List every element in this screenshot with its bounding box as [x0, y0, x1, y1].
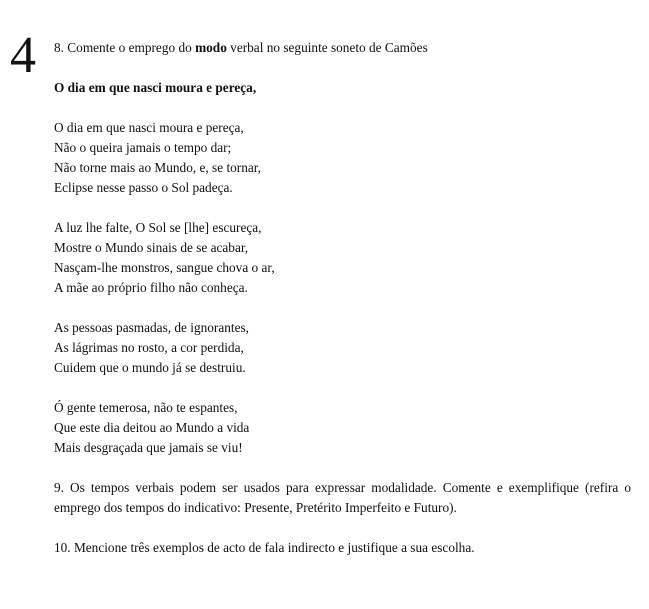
question-8-prompt — [54, 38, 631, 58]
poem-line: Nasçam-lhe monstros, sangue chova o ar, — [54, 260, 275, 275]
spacer — [54, 98, 631, 118]
poem-line: Não o queira jamais o tempo dar; — [54, 140, 232, 155]
poem-line: A luz lhe falte, O Sol se [lhe] escureça, — [54, 220, 262, 235]
poem-line: Não torne mais ao Mundo, e, se tornar, — [54, 160, 261, 175]
question-10: 10. Mencione três exemplos de acto de fala indirecto e justifique a sua escolha. — [54, 540, 475, 555]
spacer — [54, 58, 631, 78]
spacer — [54, 198, 631, 218]
poem-stanza-3 — [54, 318, 631, 378]
question-9: 9. Os tempos verbais podem ser usados para expressar modalidade. Comente e exemplifique (refira o emprego dos tempos do indicativo: Presente, Pretérito Imperfeito e Futuro). — [54, 480, 631, 515]
question-8-emphasis: modo — [195, 40, 227, 55]
document-body — [54, 38, 631, 558]
poem-line: Que este dia deitou ao Mundo a vida — [54, 420, 250, 435]
poem-line: Cuidem que o mundo já se destruiu. — [54, 360, 246, 375]
spacer — [54, 378, 631, 398]
poem-line: Ó gente temerosa, não te espantes, — [54, 400, 238, 415]
poem-line: O dia em que nasci moura e pereça, — [54, 120, 244, 135]
poem-line: Mais desgraçada que jamais se viu! — [54, 440, 243, 455]
poem-title: O dia em que nasci moura e pereça, — [54, 80, 257, 95]
poem-stanza-4 — [54, 398, 631, 458]
poem-line: As pessoas pasmadas, de ignorantes, — [54, 320, 249, 335]
question-8-suffix: verbal no seguinte soneto de Camões — [226, 40, 428, 55]
poem-line: Eclipse nesse passo o Sol padeça. — [54, 180, 233, 195]
spacer — [54, 298, 631, 318]
question-8-prefix: 8. Comente o emprego do — [54, 40, 196, 55]
poem-line: A mãe ao próprio filho não conheça. — [54, 280, 248, 295]
poem-line: As lágrimas no rosto, a cor perdida, — [54, 340, 244, 355]
page-number: 4 — [10, 27, 36, 84]
poem-stanza-1 — [54, 118, 631, 198]
poem-stanza-2 — [54, 218, 631, 298]
spacer — [54, 518, 631, 538]
poem-line: Mostre o Mundo sinais de se acabar, — [54, 240, 249, 255]
spacer — [54, 458, 631, 478]
